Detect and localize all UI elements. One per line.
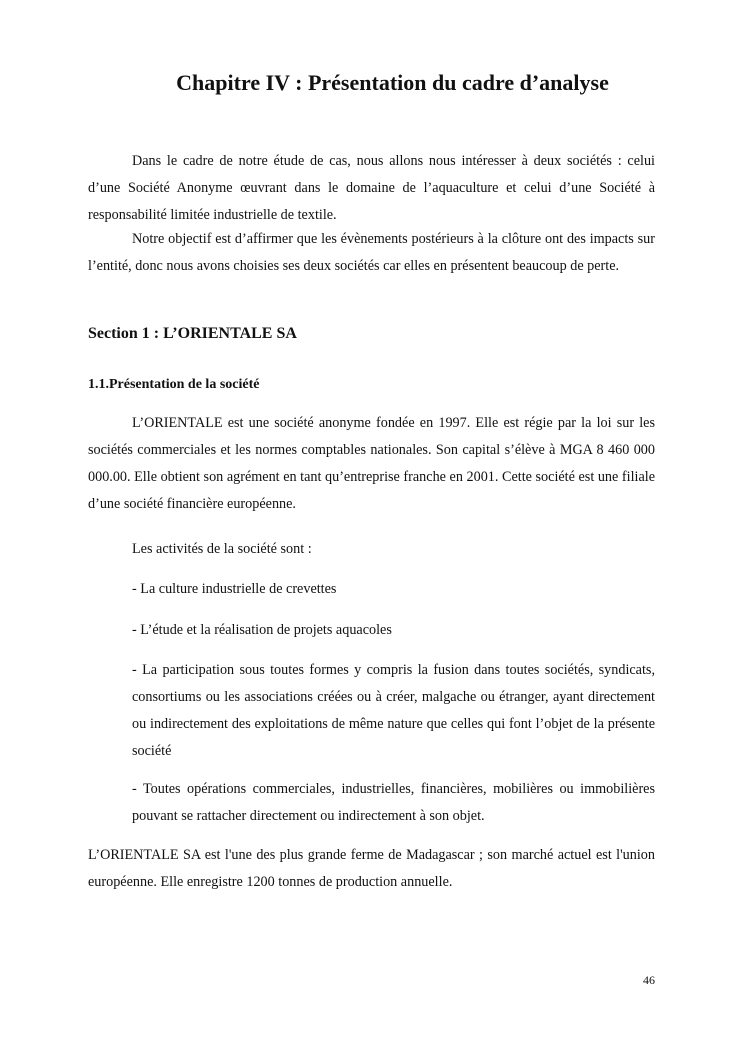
intro-paragraph-2: Notre objectif est d’affirmer que les évènements postérieurs à la clôture ont des impacts sur l’entité, donc nous avons choisies ses deux sociétés car elles en présentent beaucoup de perte. xyxy=(88,231,655,274)
page-number: 46 xyxy=(643,973,655,987)
closing-paragraph: L’ORIENTALE SA est l'une des plus grande ferme de Madagascar ; son marché actuel est l'union européenne. Elle enregistre 1200 tonnes de production annuelle. xyxy=(88,847,655,890)
activities-intro: Les activités de la société sont : xyxy=(132,541,312,557)
section-1-heading: Section 1 : L’ORIENTALE SA xyxy=(88,325,297,342)
chapter-title: Chapitre IV : Présentation du cadre d’analyse xyxy=(176,70,609,95)
activity-item-2: - L’étude et la réalisation de projets aquacoles xyxy=(132,622,392,638)
intro-paragraph-1: Dans le cadre de notre étude de cas, nous allons nous intéresser à deux sociétés : celui d’une Société Anonyme œuvrant dans le domaine de l’aquaculture et celui d’une Société à responsabilité limitée industrielle de textile. xyxy=(88,153,655,223)
presentation-paragraph: L’ORIENTALE est une société anonyme fondée en 1997. Elle est régie par la loi sur les sociétés commerciales et les normes comptables nationales. Son capital s’élève à MGA 8 460 000 000.00. Elle obtient son agrément en tant qu’entreprise franche en 2001. Cette société est une filiale d’une société financière européenne. xyxy=(88,415,655,512)
subsection-1-1-heading: 1.1.Présentation de la société xyxy=(88,377,260,392)
activity-item-3: - La participation sous toutes formes y compris la fusion dans toutes sociétés, syndicats, consortiums ou les associations créées ou à créer, malgache ou étranger, ayant directement ou indirectement des exploitations de même nature que celles qui font l’objet de la présente société xyxy=(132,662,655,759)
activity-item-4: - Toutes opérations commerciales, industrielles, financières, mobilières ou immobilières pouvant se rattacher directement ou indirectement à son objet. xyxy=(132,781,655,824)
activity-item-1: - La culture industrielle de crevettes xyxy=(132,581,337,597)
